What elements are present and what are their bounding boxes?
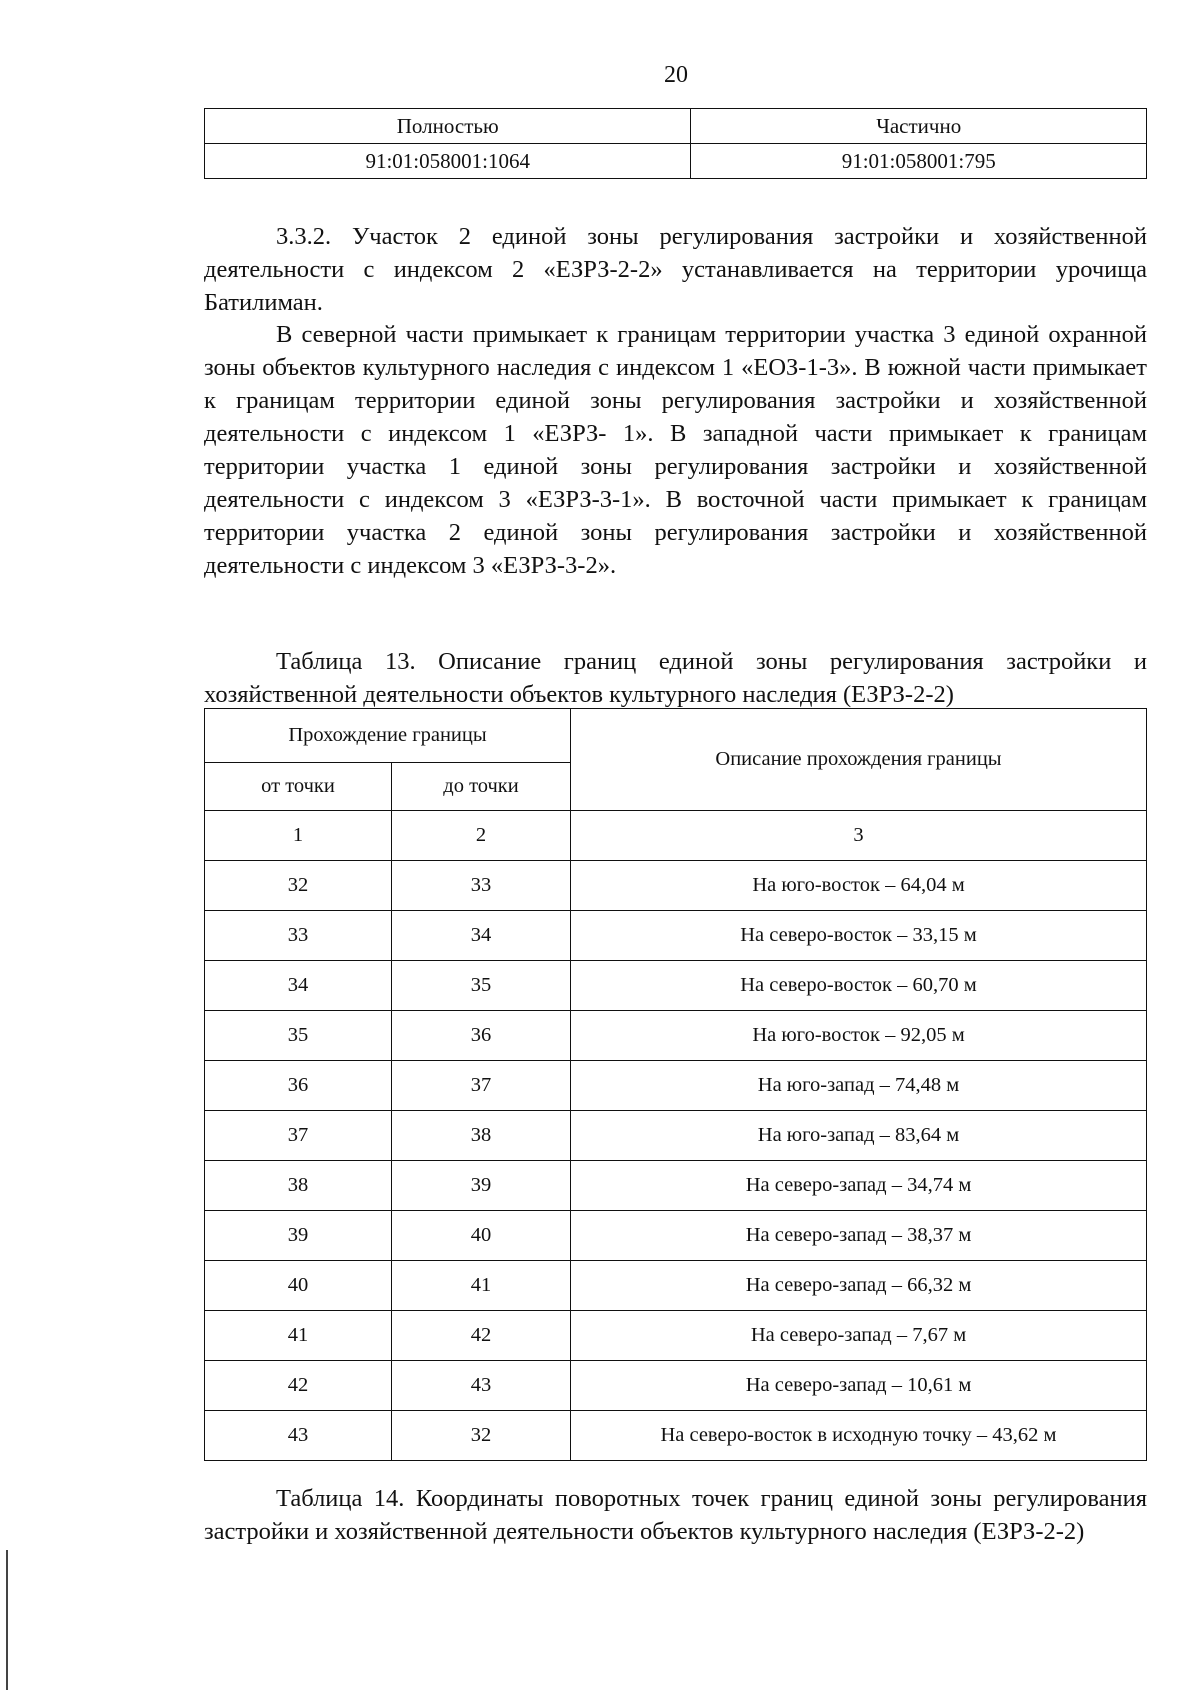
column-number: 2	[392, 811, 571, 861]
from-point-cell: 38	[205, 1161, 392, 1211]
description-cell: На северо-восток – 60,70 м	[571, 961, 1147, 1011]
column-number: 1	[205, 811, 392, 861]
to-point-cell: 34	[392, 911, 571, 961]
table-row	[205, 1161, 1147, 1211]
header-from-point: от точки	[205, 763, 392, 811]
cadastral-number-partial: 91:01:058001:795	[691, 144, 1147, 179]
to-point-cell: 43	[392, 1361, 571, 1411]
description-cell: На северо-запад – 34,74 м	[571, 1161, 1147, 1211]
description-cell: На северо-запад – 38,37 м	[571, 1211, 1147, 1261]
to-point-cell: 41	[392, 1261, 571, 1311]
from-point-cell: 32	[205, 861, 392, 911]
table-row	[205, 861, 1147, 911]
header-group: Прохождение границы	[205, 709, 571, 763]
table-row	[205, 1261, 1147, 1311]
to-point-cell: 40	[392, 1211, 571, 1261]
table-row	[205, 1211, 1147, 1261]
from-point-cell: 35	[205, 1011, 392, 1061]
scan-edge-line	[6, 1550, 8, 1690]
to-point-cell: 37	[392, 1061, 571, 1111]
from-point-cell: 40	[205, 1261, 392, 1311]
boundary-description-table	[204, 708, 1147, 1461]
header-description: Описание прохождения границы	[571, 709, 1147, 811]
from-point-cell: 41	[205, 1311, 392, 1361]
from-point-cell: 34	[205, 961, 392, 1011]
to-point-cell: 36	[392, 1011, 571, 1061]
table-row	[205, 1311, 1147, 1361]
header-partial: Частично	[691, 109, 1147, 144]
description-cell: На юго-восток – 64,04 м	[571, 861, 1147, 911]
to-point-cell: 32	[392, 1411, 571, 1461]
page-number: 20	[664, 62, 688, 88]
description-cell: На юго-запад – 74,48 м	[571, 1061, 1147, 1111]
table-row	[205, 911, 1147, 961]
table-row	[205, 1061, 1147, 1111]
from-point-cell: 42	[205, 1361, 392, 1411]
header-to-point: до точки	[392, 763, 571, 811]
to-point-cell: 38	[392, 1111, 571, 1161]
from-point-cell: 36	[205, 1061, 392, 1111]
description-cell: На северо-запад – 10,61 м	[571, 1361, 1147, 1411]
description-cell: На северо-запад – 66,32 м	[571, 1261, 1147, 1311]
table14-caption: Таблица 14. Координаты поворотных точек границ единой зоны регулирования застройки и хозяйственной деятельности объектов культурного наследия (ЕЗРЗ-2-2)	[204, 1485, 1147, 1545]
from-point-cell: 33	[205, 911, 392, 961]
to-point-cell: 39	[392, 1161, 571, 1211]
description-cell: На северо-запад – 7,67 м	[571, 1311, 1147, 1361]
description-cell: На северо-восток в исходную точку – 43,62 м	[571, 1411, 1147, 1461]
table-row	[205, 1361, 1147, 1411]
table-row	[205, 1411, 1147, 1461]
from-point-cell: 37	[205, 1111, 392, 1161]
table-row	[205, 961, 1147, 1011]
to-point-cell: 33	[392, 861, 571, 911]
boundaries-paragraph: В северной части примыкает к границам территории участка 3 единой охранной зоны объектов культурного наследия с индексом 1 «ЕОЗ-1-3». В южной части примыкает к границам территории единой зоны регулирования застройки и хозяйственной деятельности с индексом 1 «ЕЗРЗ- 1». В западной части примыкает к границам территории участка 1 единой зоны регулирования застройки и хозяйственной деятельности с индексом 3 «ЕЗРЗ-3-1». В восточной части примыкает к границам территории участка 2 единой зоны регулирования застройки и хозяйственной деятельности с индексом 3 «ЕЗРЗ-3-2».	[204, 321, 1147, 579]
description-cell: На северо-восток – 33,15 м	[571, 911, 1147, 961]
section-3-3-2-paragraph: 3.3.2. Участок 2 единой зоны регулирования застройки и хозяйственной деятельности с индексом 2 «ЕЗРЗ-2-2» устанавливается на территории урочища Батилиман.	[204, 223, 1147, 316]
column-number: 3	[571, 811, 1147, 861]
header-full: Полностью	[205, 109, 691, 144]
table-row	[205, 1011, 1147, 1061]
from-point-cell: 39	[205, 1211, 392, 1261]
to-point-cell: 42	[392, 1311, 571, 1361]
table13-caption: Таблица 13. Описание границ единой зоны регулирования застройки и хозяйственной деятельности объектов культурного наследия (ЕЗРЗ-2-2)	[204, 648, 1147, 708]
description-cell: На юго-восток – 92,05 м	[571, 1011, 1147, 1061]
to-point-cell: 35	[392, 961, 571, 1011]
cadastral-table	[204, 108, 1147, 179]
cadastral-number-full: 91:01:058001:1064	[205, 144, 691, 179]
description-cell: На юго-запад – 83,64 м	[571, 1111, 1147, 1161]
from-point-cell: 43	[205, 1411, 392, 1461]
table-row	[205, 1111, 1147, 1161]
